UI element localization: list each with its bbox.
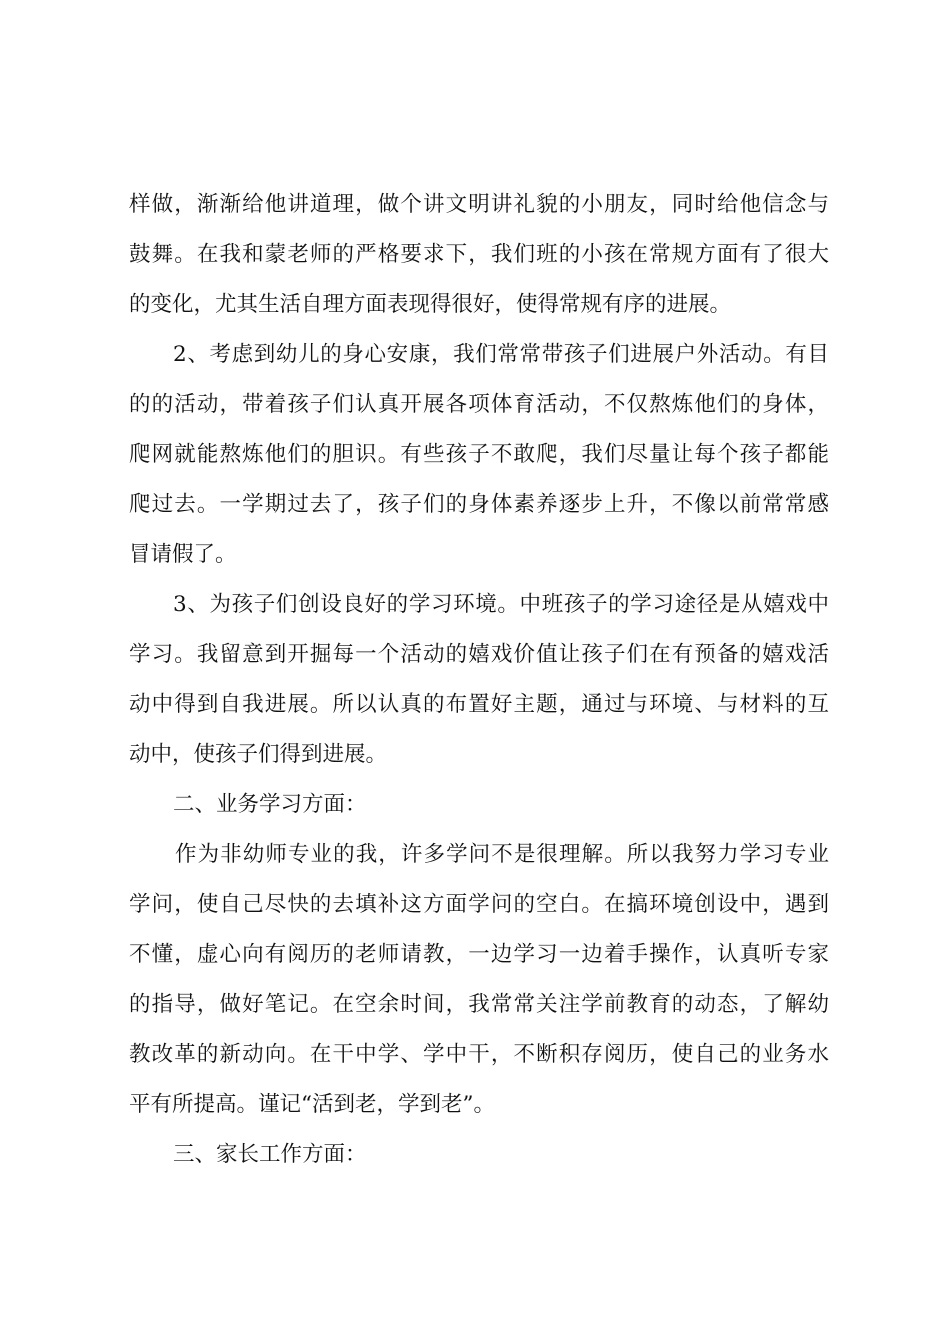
text-line: 的的活动，带着孩子们认真开展各项体育活动，不仅熬炼他们的身体， — [129, 392, 829, 417]
text-line: 2、考虑到幼儿的身心安康，我们常常带孩子们进展户外活动。有目 — [173, 342, 829, 367]
text-line: 教改革的新动向。在干中学、学中干，不断积存阅历，使自己的业务水 — [129, 1042, 829, 1067]
text-line: 鼓舞。在我和蒙老师的严格要求下，我们班的小孩在常规方面有了很大 — [129, 242, 829, 267]
section-heading: 二、业务学习方面： — [173, 792, 367, 817]
text-line: 爬过去。一学期过去了，孩子们的身体素养逐步上升，不像以前常常感 — [129, 492, 829, 517]
text-line: 的变化，尤其生活自理方面表现得很好，使得常规有序的进展。 — [129, 292, 732, 317]
text-line: 动中，使孩子们得到进展。 — [129, 742, 388, 767]
text-line: 不懂，虚心向有阅历的老师请教，一边学习一边着手操作，认真听专家 — [129, 942, 829, 967]
text-line: 平有所提高。谨记“活到老，学到老”。 — [129, 1092, 495, 1117]
text-line: 冒请假了。 — [129, 542, 237, 567]
text-line: 样做，渐渐给他讲道理，做个讲文明讲礼貌的小朋友，同时给他信念与 — [129, 192, 829, 217]
section-heading: 三、家长工作方面： — [173, 1142, 367, 1167]
text-line: 学习。我留意到开掘每一个活动的嬉戏价值让孩子们在有预备的嬉戏活 — [129, 642, 829, 667]
text-line: 动中得到自我进展。所以认真的布置好主题，通过与环境、与材料的互 — [129, 692, 829, 717]
text-line: 学问，使自己尽快的去填补这方面学问的空白。在搞环境创设中，遇到 — [129, 892, 829, 917]
text-line: 的指导，做好笔记。在空余时间，我常常关注学前教育的动态，了解幼 — [129, 992, 829, 1017]
text-line: 3、为孩子们创设良好的学习环境。中班孩子的学习途径是从嬉戏中 — [173, 592, 829, 617]
text-line: 作为非幼师专业的我，许多学问不是很理解。所以我努力学习专业 — [175, 842, 829, 867]
text-line: 爬网就能熬炼他们的胆识。有些孩子不敢爬，我们尽量让每个孩子都能 — [129, 442, 829, 467]
